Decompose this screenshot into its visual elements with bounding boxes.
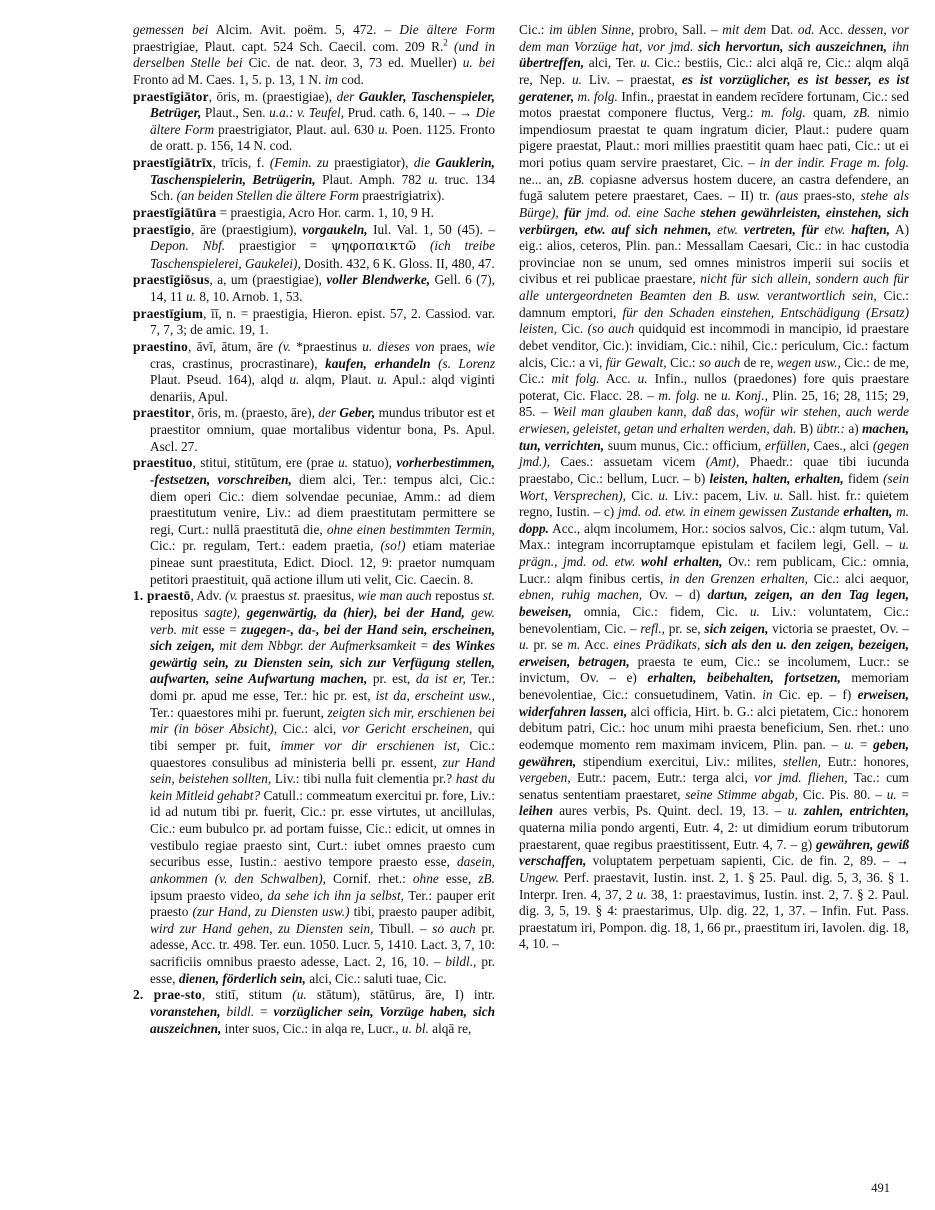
- dictionary-entry-praestigiatrix: praestīgiātrīx, trīcis, f. (Femin. zu praestigiator), die Gauklerin, Taschenspielerin, Betrügerin, Plaut. Amph. 782 u. truc. 134 Sch. (an beiden Stellen die ältere Form praestrigiatrix).: [133, 155, 496, 204]
- dictionary-entry-praestituo: praestituo, stitui, stitūtum, ere (prae u. statuo), vorherbestimmen, -festsetzen, vorschreiben, diem alci, Ter.: tempus alci, Cic.: diem operi Cic.: diem solvendae pecuniae, Amm.: ad diem praestitutum venire, Liv.: ad diem praestitutam permittere se regi, Curt.: nullā praestitutā die, ohne einen bestimmten Termin, Cic.: pr. regulam, Tert.: eadem praetia, (so!) etiam materiae pineae sunt praestituta, Edict. Diocl. 12, 9: praetor numquam petitori praestituit, quā actione illum uti velit, Cic. Caecin. 8.: [133, 455, 495, 587]
- dictionary-entry-praestigiosus: praestīgiōsus, a, um (praestigiae), voller Blendwerke, Gell. 6 (7), 14, 11 u. 8, 10. Arnob. 1, 53.: [133, 272, 496, 304]
- dictionary-entry-praestigiator: praestīgiātor, ōris, m. (praestigiae), der Gaukler, Taschenspieler, Betrüger, Plaut., Sen. u.a.: v. Teufel, Prud. cath. 6, 140. – → Die ältere Form praestrigiator, Plaut. aul. 630 u. Poen. 1125. Fronto de oratt. p. 156, 14 N. cod.: [133, 88, 495, 154]
- dictionary-entry-praestigiae-continuation: gemessen bei Alcim. Avit. poëm. 5, 472. – Die ältere Form praestrigiae, Plaut. capt. 524 Sch. Caecil. com. 209 R.$^2$ (und in derselben Stelle bei Cic. de nat. deor. 3, 73 ed. Mueller) u. bei Fronto ad M. Caes. 1, 5. p. 13, 1 N. im cod.: [133, 22, 496, 87]
- dictionary-entry-praestigio: praestīgio, āre (praestigium), vorgaukeln, Iul. Val. 1, 50 (45). – Depon. Nbf. praestigior = ψηφοπαικτῶ (ich treibe Taschenspielerei, Gaukelei), Dosith. 432, 6 K. Gloss. II, 480, 47.: [133, 221, 495, 271]
- dictionary-entry-praestigiatura: praestīgiātūra = praestigia, Acro Hor. carm. 1, 10, 9 H.: [133, 204, 434, 220]
- dictionary-entry-praestigium: praestīgium, īī, n. = praestigia, Hieron. epist. 57, 2. Cassiod. var. 7, 7, 3; de amic. 19, 1.: [133, 305, 495, 338]
- dictionary-entry-praesto-2: 2. prae-sto, stitī, stitum (u. stātum), stātūrus, āre, I) intr. voranstehen, bildl. = vorzüglicher sein, Vorzüge haben, sich auszeichnen, inter suos, Cic.: in alqa re, Lucr., u. bl. alqā re,: [133, 987, 496, 1036]
- two-column-layout: [133, 22, 910, 1037]
- left-column: [133, 22, 495, 1037]
- dictionary-entry-praestino: praestino, āvī, ātum, āre (v. *praestinus u. dieses von praes, wie cras, crastinus, procrastinare), kaufen, erhandeln (s. Lorenz Plaut. Pseud. 164), alqd u. alqm, Plaut. u. Apul.: alqd viginti denariis, Apul.: [133, 338, 495, 404]
- page-number: 491: [871, 1181, 890, 1195]
- dictionary-entry-praestitor: praestitor, ōris, m. (praesto, āre), der Geber, mundus tributor est et praestitor omnium, quae mortalibus videntur bona, Ps. Apul. Ascl. 27.: [133, 405, 495, 454]
- right-column: [519, 22, 909, 953]
- dictionary-entry-praesto-2-continuation: Cic.: im üblen Sinne, probro, Sall. – mit dem Dat. od. Acc. dessen, vor dem man Vorzüge hat, vor jmd. sich hervortun, sich auszeichnen, ihn übertreffen, alci, Ter. u. Cic.: bestiis, Cic.: alci alqā re, Cic.: alqm alqā re, Nep. u. Liv. – praestat, es ist vorzüglicher, es ist besser, es ist geratener, m. folg. Infin., praestat in eandem recīdere fortunam, Cic.: sed motos praestat componere fluctus, Verg.: m. folg. quam, zB. nimio impendiosum praestat te quam ingratum dicier, Plaut.: pudere quam pigere praestat, Plaut.: mori millies praestitit quam haec pati, Cic.: ut ei mori potius quam servire praestaret, Cic. – in der indir. Frage m. folg. ne... an, zB. copiasne adversus hostem ducere, an castra defendere, an fugā salutem petere praestaret, Caes. – II) tr. (aus praes-sto, stehe als Bürge), für jmd. od. eine Sache stehen gewährleisten, einstehen, sich verbürgen, etw. auf sich nehmen, etw. vertreten, für etw. haften, A) eig.: alios, ceteros, Plin. pan.: Messallam Caesari, Cic.: in hac custodia provinciae non se unum, sed omnes ministros imperii sui sociis et civibus et rei publicae praestare, nicht für sich allein, sondern auch für alle untergeordneten Beamten den B. usw. verantwortlich sein, Cic.: damnum emptori, für den Schaden einstehen, Entschädigung (Ersatz) leisten, Cic. (so auch quidquid est incommodi in mancipio, id praestare debet venditor, Cic.): invidiam, Cic.: nihil, Cic.: periculum, Cic.: factum alcis, Cic.: a vi, für Gewalt, Cic.: so auch de re, wegen usw., Cic.: de me, Cic.: mit folg. Acc. u. Infin., nullos (praedones) fore quis praestare poterat, Cic. Flacc. 28. – m. folg. ne u. Konj., Plin. 25, 16; 28, 115; 29, 85. – Weil man glauben kann, daß das, wofür wir stehen, auch werde erwiesen, geleistet, getan und erhalten werden, dah. B) übtr.: a) machen, tun, verrichten, suum munus, Cic.: officium, erfüllen, Caes., alci (gegen jmd.), Caes.: assuetam vicem (Amt), Phaedr.: quae tibi iucunda praestabo, Cic.: bellum, Lucr. – b) leisten, halten, erhalten, fidem (sein Wort, Versprechen), Cic. u. Liv.: pacem, Liv. u. Sall. hist. fr.: quietem regno, Iustin. – c) jmd. od. etw. in einem gewissen Zustande erhalten, m. dopp. Acc., alqm incolumem, Hor.: socios salvos, Cic.: alqm tutum, Val. Max.: integram incorruptamque epistulam et facilem legi, Gell. – u. prägn., jmd. od. etw. wohl erhalten, Ov.: rem publicam, Cic.: omnia, Lucr.: alqm finibus certis, in den Grenzen erhalten, Cic.: alci aequor, ebnen, ruhig machen, Ov. – d) dartun, zeigen, an den Tag legen, beweisen, omnia, Cic.: fidem, Cic. u. Liv.: voluntatem, Cic.: benevolentiam, Cic. – refl., pr. se, sich zeigen, victoria se praestet, Ov. – u. pr. se m. Acc. eines Prädikats, sich als den u. den zeigen, bezeigen, erweisen, betragen, praesta te eum, Cic.: se incolumem, Lucr.: se invictum, Ov. – e) erhalten, beibehalten, fortsetzen, memoriam benevolentiae, Cic.: consuetudinem, Vatin. in Cic. ep. – f) erweisen, widerfahren lassen, alci officia, Hirt. b. G.: alci pietatem, Cic.: honorem debitum patri, Cic.: hoc unum mihi praesta beneficium, Sen. rhet.: uno eodemque momento rem maximam invicem, Plin. pan. – u. = geben, gewähren, stipendium exercitui, Liv.: milites, stellen, Eutr.: honores, vergeben, Eutr.: pacem, Eutr.: terga alci, vor jmd. fliehen, Tac.: cum senatus sententiam praestaret, seine Stimme abgab, Cic. Pis. 80. – u. = leihen aures verbis, Ps. Quint. decl. 19, 13. – u. zahlen, entrichten, quaterna milia pondo argenti, Eutr. 4, 2: ut dimidium eorum tributorum praestarent, quae regibus praestitissent, Eutr. 4, 7. – g) gewähren, gewiß verschaffen, voluptatem perpetuam sapienti, Cic. de fin. 2, 89. – → Ungew. Perf. praestavit, Iustin. inst. 2, 1. § 25. Paul. dig. 5, 3, 36. § 1. Interpr. Iren. 4, 37, 2 u. 38, 1: praestavimus, Iustin. inst. 2, 7. § 2. Paul. dig. 3, 5, 19. § 4: praestarimus, Ulp. dig. 22, 1, 37. – Infin. Fut. Pass. praestatum iri, Pompon. dig. 18, 1, 66 pr., praestitum iri, Iavolen. dig. 18, 4, 10. –: [519, 22, 910, 952]
- dictionary-entry-praesto-1: 1. praestō, Adv. (v. praestus st. praesitus, wie man auch repostus st. repositus sagte), gegenwärtig, da (hier), bei der Hand, gew. verb. mit esse = zugegen-, da-, bei der Hand sein, erscheinen, sich zeigen, mit dem Nbbgr. der Aufmerksamkeit = des Winkes gewärtig sein, zu Diensten sein, sich zur Verfügung stellen, aufwarten, seine Aufwartung machen, pr. est, da ist er, Ter.: domi pr. apud me esse, Ter.: hic pr. est, ist da, erscheint usw., Ter.: quaestores mihi pr. fuerunt, zeigten sich mir, erschienen bei mir (in böser Absicht), Cic.: alci, vor Gericht erscheinen, qui tibi semper pr. fuit, immer vor dir erschienen ist, Cic.: quaestores consulibus ad ministeria belli pr. essent, zur Hand sein, beistehen sollten, Liv.: tibi nulla fuit clementia pr.? hast du kein Mitleid gehabt? Catull.: commeatum exercitui pr. fore, Liv.: id ad nutum tibi pr. fuerit, Cic.: pr. esse virtutes, ut ancillulas, Cic.: eum bubulco pr. ad portam fuisse, Cic.: edicit, ut omnes in vestibulo regiae praesto sint, Curt.: iubet omnes praesto cum securibus esse, Iustin.: aestivo tempore praesto esse, dasein, ankommen (v. den Schwalben), Cornif. rhet.: ohne esse, zB. ipsum praesto video, da sehe ich ihn ja selbst, Ter.: pauper erit praesto (zur Hand, zu Diensten usw.) tibi, praesto pauper adibit, wird zur Hand gehen, zu Diensten sein, Tibull. – so auch pr. adesse, Acc. tr. 498. Ter. eun. 1050. Lucr. 5, 1410. Lact. 3, 7, 10: sacrificiis omnibus praesto adesse, Lact. 2, 16, 10. – bildl., pr. esse, dienen, förderlich sein, alci, Cic.: saluti tuae, Cic.: [133, 588, 496, 986]
